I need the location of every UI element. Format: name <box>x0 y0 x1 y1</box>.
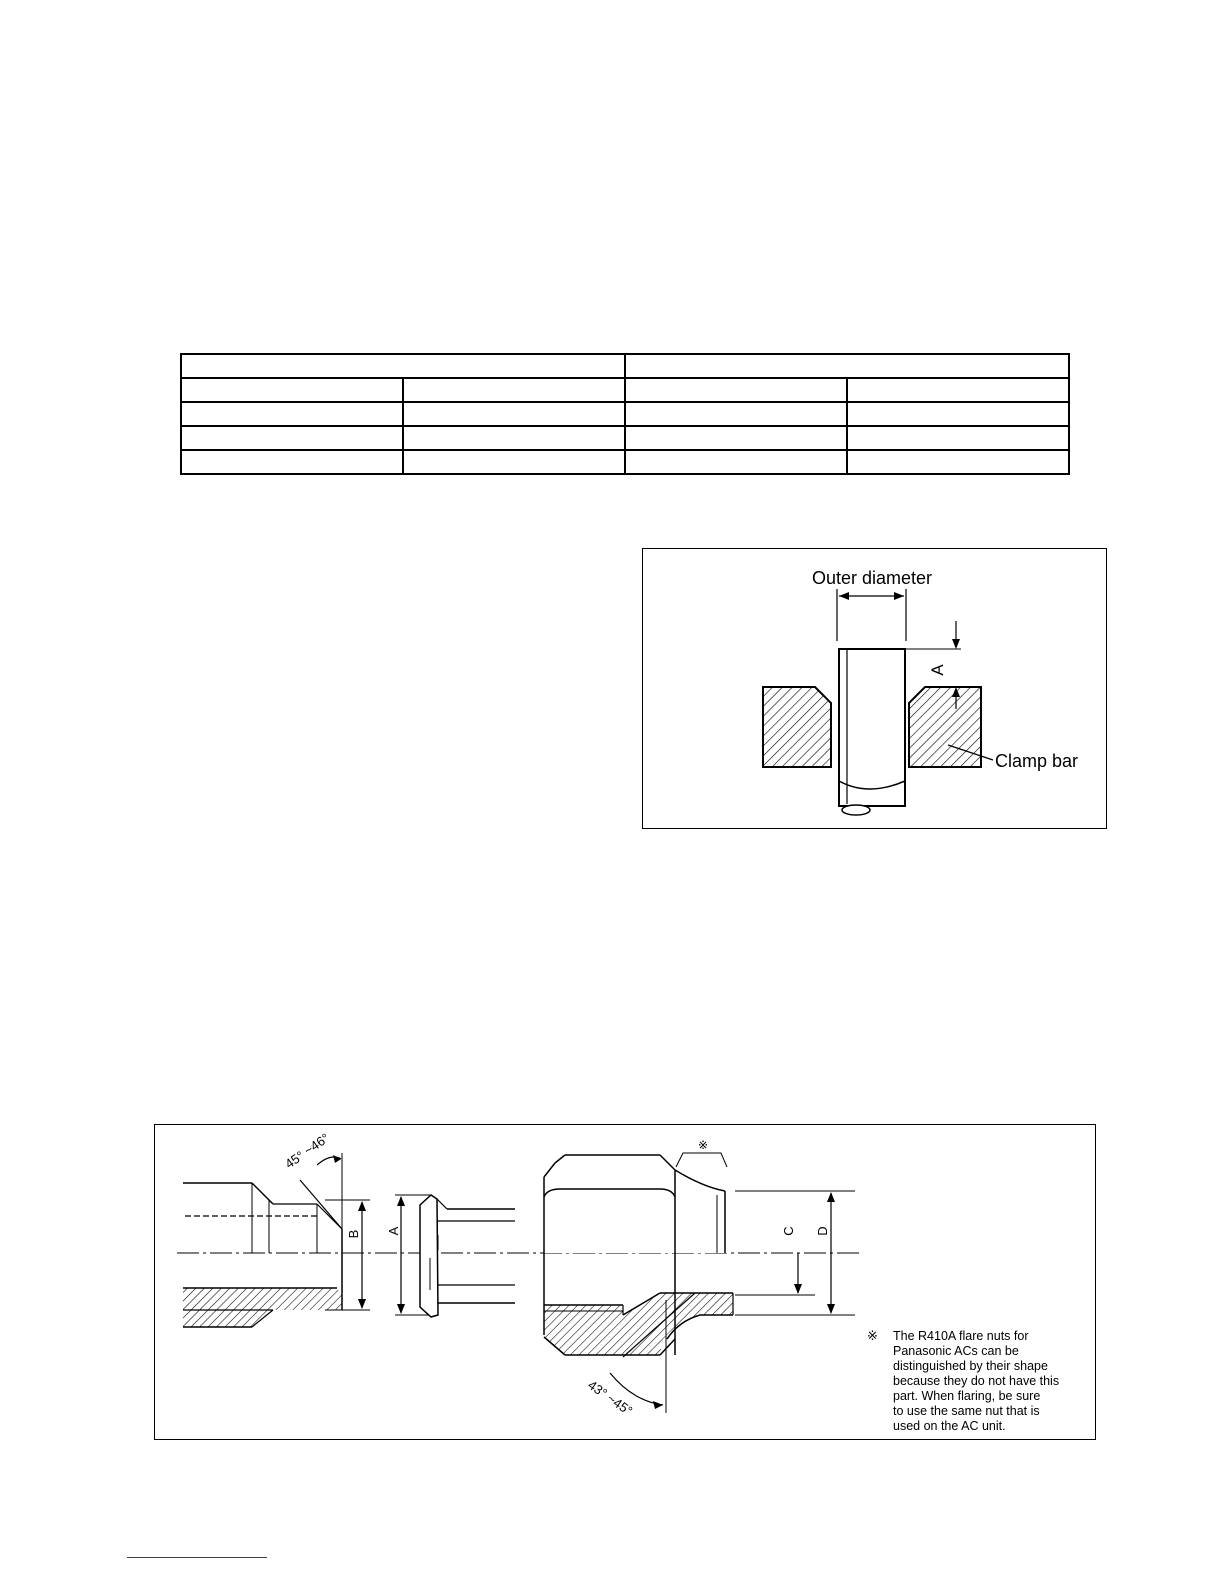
table-cell <box>403 378 625 402</box>
arrowhead <box>827 1192 835 1202</box>
note-line: to use the same nut that is <box>893 1404 1040 1418</box>
arrowhead <box>839 592 849 600</box>
flare-nut <box>544 1155 733 1355</box>
dimension-a-label: A <box>928 664 947 676</box>
table-cell <box>181 450 403 474</box>
dim-d-label: D <box>815 1226 830 1236</box>
note-line: Panasonic ACs can be <box>893 1344 1019 1358</box>
table-cell <box>181 378 403 402</box>
clamp-bar-left <box>763 687 831 767</box>
note-line: part. When flaring, be sure <box>893 1389 1041 1403</box>
arrowhead <box>894 592 904 600</box>
arrowhead <box>397 1304 405 1314</box>
dim-b-label: B <box>346 1229 361 1239</box>
dim-c-label: C <box>781 1226 796 1236</box>
angle-bottom-label: 43° ~45° <box>585 1377 636 1419</box>
table-row <box>181 450 1069 474</box>
table-cell <box>403 402 625 426</box>
table-cell <box>625 378 847 402</box>
dim-a-label: A <box>386 1226 401 1236</box>
table-row <box>181 426 1069 450</box>
flare-fitting <box>420 1195 515 1317</box>
pipe-end <box>842 805 870 815</box>
pipe <box>839 649 905 806</box>
table-cell <box>847 402 1069 426</box>
note-mark: ※ <box>867 1328 878 1343</box>
table-row <box>181 402 1069 426</box>
flare-diagram <box>155 1125 1095 1439</box>
clamp-bar-label: Clamp bar <box>995 751 1079 771</box>
table-header-cell <box>181 354 625 378</box>
arrowhead <box>397 1196 405 1206</box>
note-text <box>893 1329 1063 1433</box>
arrowhead <box>952 639 960 649</box>
clamp-diagram <box>643 549 1106 828</box>
arrowhead <box>794 1284 802 1294</box>
table-cell <box>847 450 1069 474</box>
note-line: distinguished by their shape <box>893 1359 1048 1373</box>
table-cell <box>625 426 847 450</box>
table-cell <box>181 402 403 426</box>
clamp-bar-right <box>909 687 981 767</box>
table-row <box>181 378 1069 402</box>
table-header-cell <box>625 354 1069 378</box>
spec-table <box>180 353 1070 475</box>
clamp-figure <box>642 548 1107 829</box>
arrowhead <box>653 1401 663 1409</box>
footer-link-underline <box>127 1557 267 1558</box>
table-cell <box>847 426 1069 450</box>
table-cell <box>625 450 847 474</box>
table-cell <box>847 378 1069 402</box>
arrowhead <box>333 1155 341 1163</box>
table-cell <box>625 402 847 426</box>
table-header-row <box>181 354 1069 378</box>
flared-pipe <box>183 1183 342 1327</box>
table-cell <box>403 426 625 450</box>
note-bracket <box>676 1153 727 1167</box>
flare-figure <box>154 1124 1096 1440</box>
arrowhead <box>827 1304 835 1314</box>
note-line: The R410A flare nuts for <box>893 1329 1029 1343</box>
table-cell <box>181 426 403 450</box>
arrowhead <box>358 1299 366 1309</box>
angle-top-label: 45° ~46° <box>282 1130 333 1172</box>
note-mark-top: ※ <box>697 1138 709 1152</box>
outer-diameter-label: Outer diameter <box>811 568 933 588</box>
arrowhead <box>358 1201 366 1211</box>
note-line: because they do not have this <box>893 1374 1060 1388</box>
table-cell <box>403 450 625 474</box>
note-line: used on the AC unit. <box>893 1419 1006 1433</box>
